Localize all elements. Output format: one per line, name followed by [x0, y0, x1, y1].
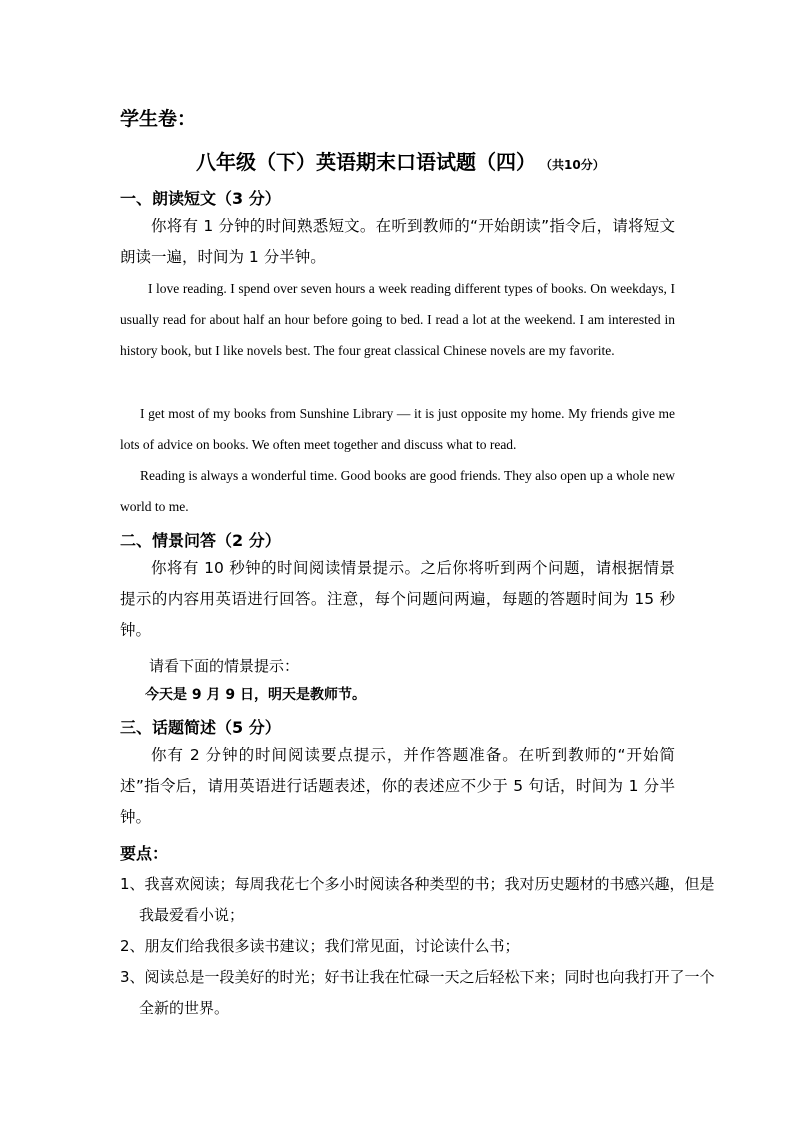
passage-paragraph-1: I love reading. I spend over seven hours a week reading different types of books. On weekdays, I usually read for about half an hour before going to bed. I read a lot at the weekend. I am interested in history book, but I like novels best. The four great classical Chinese novels are my favorite. — [120, 281, 675, 358]
student-copy-label: 学生卷： — [120, 108, 197, 130]
passage-paragraph-2: I get most of my books from Sunshine Library — it is just opposite my home. My friends give me lots of advice on books. We often meet together and discuss what to read. — [120, 406, 675, 452]
section3-instruction: 你有 2 分钟的时间阅读要点提示，并作答题准备。在听到教师的“开始简述”指令后，请用英语进行话题表述，你的表述应不少于 5 句话，时间为 1 分半钟。 — [120, 746, 675, 826]
passage-paragraph-3: Reading is always a wonderful time. Good books are good friends. They also open up a whole new world to me. — [120, 468, 675, 514]
point-1-line-1: 1、我喜欢阅读；每周我花七个多小时阅读各种类型的书；我对历史题材的书感兴趣，但是 — [120, 875, 715, 893]
exam-title-text: 八年级（下）英语期末口语试题（四） — [196, 150, 536, 174]
point-2-line-1: 2、朋友们给我很多读书建议；我们常见面，讨论读什么书； — [120, 937, 520, 955]
section1-instruction: 你将有 1 分钟的时间熟悉短文。在听到教师的“开始朗读”指令后，请将短文朗读一遍，时间为 1 分半钟。 — [120, 217, 675, 266]
section2-heading: 二、情景问答（2 分） — [120, 531, 281, 550]
scenario-prompt: 今天是 9 月 9 日，明天是教师节。 — [145, 687, 366, 703]
point-3-line-1: 3、阅读总是一段美好的时光；好书让我在忙碌一天之后轻松下来；同时也向我打开了一个 — [120, 968, 715, 986]
points-heading: 要点： — [120, 844, 169, 863]
prompt-label: 请看下面的情景提示： — [149, 657, 300, 675]
section3-heading: 三、话题简述（5 分） — [120, 718, 281, 737]
exam-title — [196, 146, 605, 175]
section2-instruction: 你将有 10 秒钟的时间阅读情景提示。之后你将听到两个问题，请根据情景提示的内容用英语进行回答。注意，每个问题问两遍，每题的答题时间为 15 秒钟。 — [120, 559, 675, 639]
point-1-line-2: 我最爱看小说； — [139, 906, 245, 924]
section1-heading: 一、朗读短文（3 分） — [120, 189, 281, 208]
total-score: （共10分） — [546, 158, 605, 172]
point-3-line-2: 全新的世界。 — [139, 999, 230, 1017]
